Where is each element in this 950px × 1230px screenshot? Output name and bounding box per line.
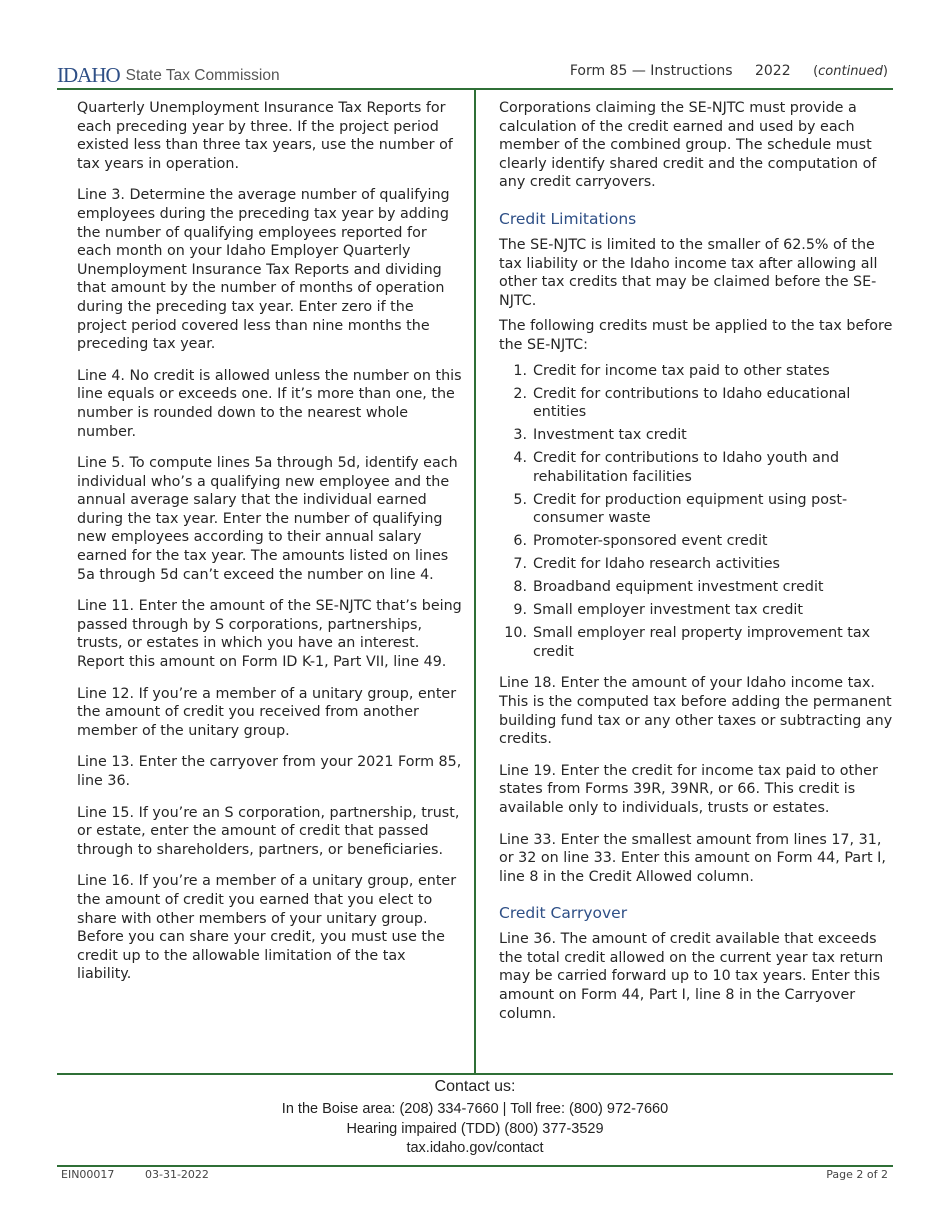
paragraph-line-12: Line 12. If you’re a member of a unitary group, enter the amount of credit you received from another member of the unitary group.: [77, 685, 457, 739]
revision-date: 03-31-2022: [145, 1168, 209, 1181]
paragraph-line-15: Line 15. If you’re an S corporation, partnership, trust, or estate, enter the amount of credit that passed through to shareholders, partners, or beneficiaries.: [77, 804, 460, 858]
contact-divider: [57, 1073, 893, 1075]
paragraph-line-18: Line 18. Enter the amount of your Idaho income tax. This is the computed tax before adding the permanent building fund tax or any other taxes or subtracting any credits.: [499, 675, 893, 748]
paragraph-line-16: Line 16. If you’re a member of a unitary group, enter the amount of credit you earned that you elect to share with other members of your unitary group. Before you can share your credit, you must use the credit up to the allowable limitation of the tax liability.: [77, 873, 457, 983]
list-item: 8. Broadband equipment investment credit: [513, 579, 824, 596]
paragraph-limitation: The SE-NJTC is limited to the smaller of 62.5% of the tax liability or the Idaho income tax after allowing all other tax credits that may be claimed before the SE-NJTC.: [499, 236, 878, 309]
left-column: [77, 99, 462, 997]
paragraph-continued: Quarterly Unemployment Insurance Tax Reports for each preceding year by three. If the project period existed less than three tax years, use the number of tax years in operation.: [77, 100, 453, 172]
credits-list: [499, 362, 894, 662]
form-header: [570, 63, 888, 79]
agency-logo: [57, 62, 280, 86]
list-item: 4. Credit for contributions to Idaho youth and rehabilitation facilities: [513, 450, 840, 485]
credit-limitations-heading: Credit Limitations: [499, 209, 637, 228]
contact-link[interactable]: tax.idaho.gov/contact: [406, 1140, 544, 1156]
list-item: 2. Credit for contributions to Idaho educational entities: [513, 385, 851, 421]
paragraph-line-11: Line 11. Enter the amount of the SE-NJTC that’s being passed through by S corporations, partnerships, trusts, or estates in which you have an interest. Report this amount on Form ID K-1, Part VII, line 49.: [77, 598, 462, 671]
contact-tdd: Hearing impaired (TDD) (800) 377-3529: [346, 1121, 604, 1137]
paragraph-line-5: Line 5. To compute lines 5a through 5d, identify each individual who’s a qualifying new employee and the annual average salary that the individual earned during the tax year. Enter the number of qualifying new employees according to their annual salary earned for the tax year. The amounts listed on lines 5a through 5d can’t exceed the number on line 4.: [77, 455, 458, 583]
paragraph-combined-group: Corporations claiming the SE-NJTC must provide a calculation of the credit earned and used by each member of the combined group. The schedule must clearly identify shared credit and the computation of any credit carryovers.: [499, 100, 877, 191]
footer-divider: [57, 1165, 893, 1167]
paragraph-line-19: Line 19. Enter the credit for income tax paid to other states from Forms 39R, 39NR, or 66. This credit is available only to individuals, trusts or estates.: [499, 762, 878, 816]
paragraph-line-36: Line 36. The amount of credit available that exceeds the total credit allowed on the current year tax return may be carried forward up to 10 tax years. Enter this amount on Form 44, Part I, line 8 in the Carryover column.: [499, 931, 884, 1022]
form-year: 2022: [754, 63, 791, 79]
agency-name: State Tax Commission: [125, 67, 280, 84]
page-number: Page 2 of 2: [826, 1168, 888, 1181]
paragraph-line-4: Line 4. No credit is allowed unless the number on this line equals or exceeds one. If it’s more than one, the number is rounded down to the nearest whole number.: [77, 367, 462, 440]
list-item: 1. Credit for income tax paid to other states: [513, 362, 830, 379]
list-item: 10. Small employer real property improvement tax credit: [504, 625, 871, 660]
list-item: 6. Promoter-sponsored event credit: [513, 533, 768, 550]
continued-label: (continued): [813, 64, 888, 79]
form-title: Form 85 — Instructions: [569, 63, 733, 79]
list-item: 3. Investment tax credit: [513, 427, 687, 444]
credit-carryover-heading: Credit Carryover: [499, 904, 628, 923]
idaho-logo-mark: IDAHO: [57, 63, 120, 87]
paragraph-line-33: Line 33. Enter the smallest amount from lines 17, 31, or 32 on line 33. Enter this amount on Form 44, Part I, line 8 in the Credit Allowed column.: [499, 831, 886, 885]
paragraph-line-13: Line 13. Enter the carryover from your 2021 Form 85, line 36.: [77, 754, 462, 789]
form-code: EIN00017: [61, 1168, 115, 1181]
contact-title: Contact us:: [434, 1078, 516, 1095]
list-item: 7. Credit for Idaho research activities: [513, 556, 780, 573]
column-divider: [474, 90, 476, 1073]
list-item: 5. Credit for production equipment using post-consumer waste: [513, 491, 848, 527]
list-item: 9. Small employer investment tax credit: [513, 602, 803, 619]
contact-phones: In the Boise area: (208) 334-7660 | Toll free: (800) 972-7660: [281, 1101, 669, 1117]
paragraph-line-3: Line 3. Determine the average number of qualifying employees during the preceding tax year by adding the number of qualifying employees reported for each month on your Idaho Employer Quarterly Unemployment Insurance Tax Reports and dividing that amount by the number of months of operation during the preceding tax year. Enter zero if the project period covered less than nine months the preceding tax year.: [77, 187, 450, 353]
right-column: [499, 99, 894, 1036]
paragraph-credits-order: The following credits must be applied to the tax before the SE-NJTC:: [499, 318, 893, 353]
